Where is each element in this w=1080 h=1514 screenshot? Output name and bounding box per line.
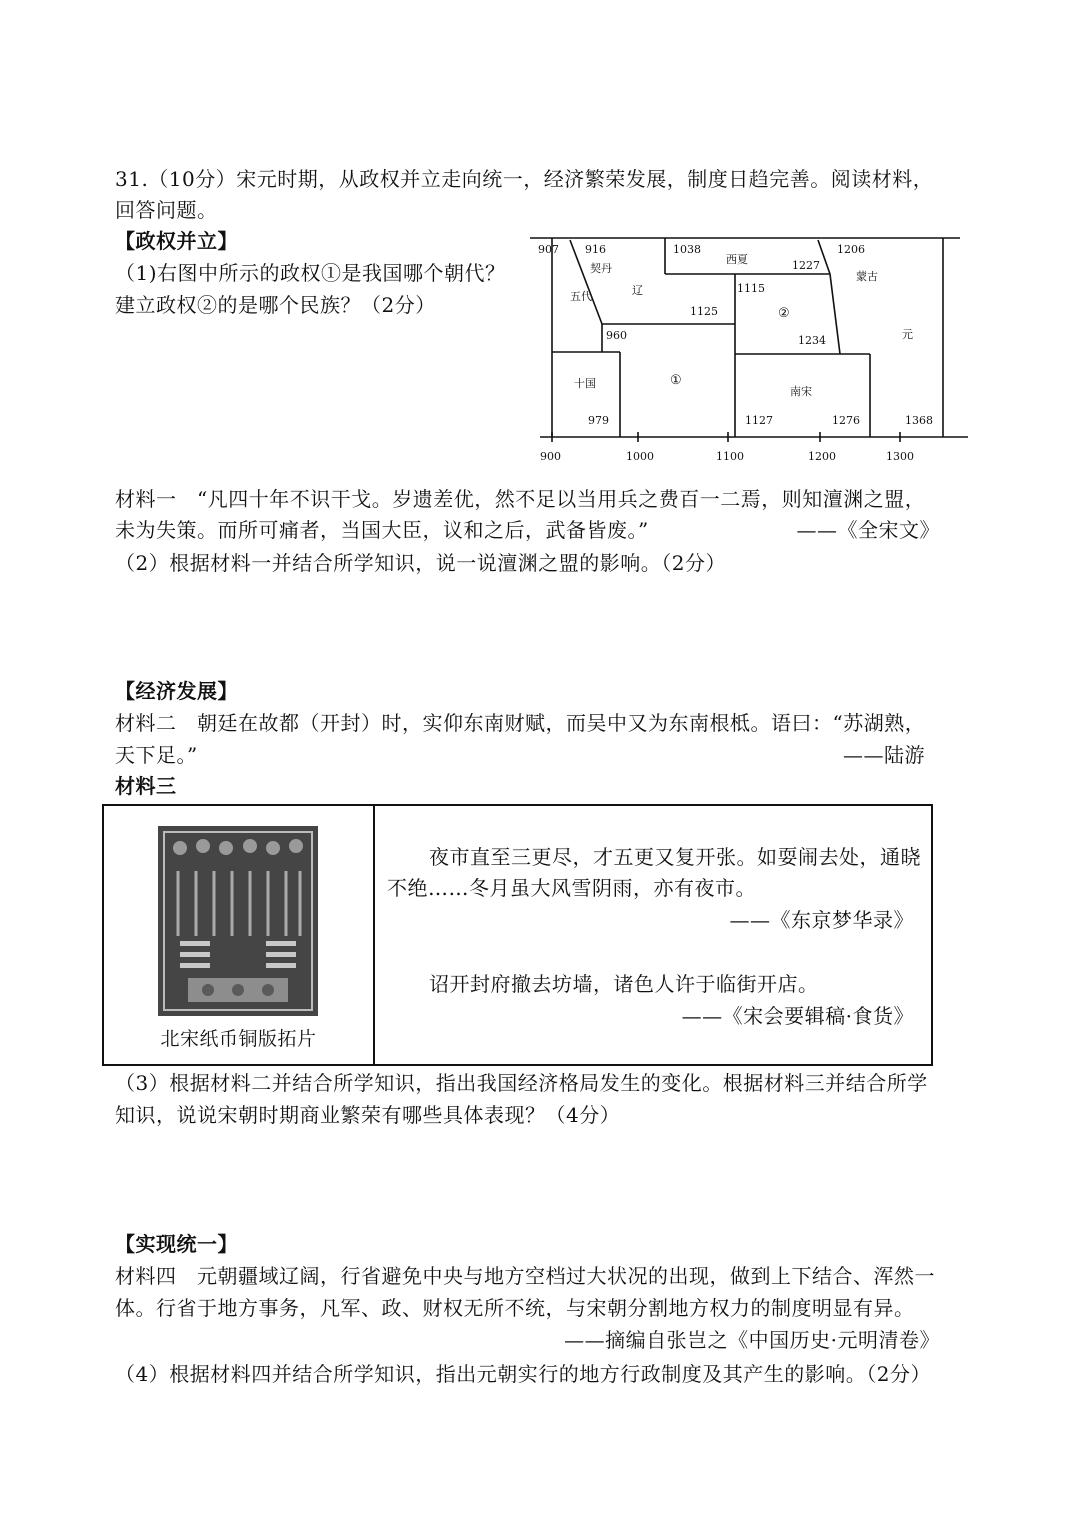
q4: （4）根据材料四并结合所学知识，指出元朝实行的地方行政制度及其产生的影响。（2分）: [115, 1362, 931, 1386]
region-label-five-dynasties: 五代: [570, 290, 592, 303]
x-tick-label: 1200: [808, 450, 836, 463]
year-label: 1115: [737, 282, 765, 295]
region-label-ten-kingdoms: 十国: [574, 377, 596, 390]
question-intro: 31.（10分）宋元时期，从政权并立走向统一，经济繁荣发展，制度日趋完善。阅读材料，: [115, 167, 934, 191]
material3-box: [102, 804, 933, 1066]
material2-line1: 材料二 朝廷在故都（开封）时，实仰东南财赋，而吴中又为东南根柢。语曰：“苏湖熟，: [115, 711, 926, 735]
year-label: 916: [585, 243, 606, 256]
region-label-southern-song: 南宋: [790, 385, 812, 398]
year-label: 1227: [792, 259, 820, 272]
section-title-regimes: 【政权并立】: [115, 229, 238, 253]
regime-timeline-diagram: [530, 232, 975, 467]
q3-line1: （3）根据材料二并结合所学知识，指出我国经济格局发生的变化。根据材料三并结合所学: [115, 1071, 928, 1095]
paper-money-rubbing-image: [158, 826, 318, 1016]
quote1-line1: 夜市直至三更尽，才五更又复开张。如耍闹去处，通晓: [429, 845, 921, 869]
section-title-economy: 【经济发展】: [115, 679, 238, 703]
q2: （2）根据材料一并结合所学知识，说一说澶渊之盟的影响。（2分）: [115, 551, 726, 575]
material4-line2: 体。行省于地方事务，凡军、政、财权无所不统，与宋朝分割地方权力的制度明显有异。: [115, 1296, 915, 1320]
quote2-source: ——《宋会要辑稿·食货》: [681, 1004, 914, 1028]
year-label: 979: [588, 414, 609, 427]
material3-label: 材料三: [115, 774, 177, 798]
material4-source: ——摘编自张岂之《中国历史·元明清卷》: [564, 1328, 940, 1352]
q1-line2: 建立政权②的是哪个民族？（2分）: [115, 293, 436, 317]
quote1-line2: 不绝……冬月虽大风雪阴雨，亦有夜市。: [387, 876, 756, 900]
year-label: 1234: [798, 334, 826, 347]
year-label: 1276: [832, 414, 860, 427]
x-tick-label: 1300: [886, 450, 914, 463]
material4-line1: 材料四 元朝疆域辽阔，行省避免中央与地方空档过大状况的出现，做到上下结合、浑然一: [115, 1264, 935, 1288]
material1-line1: 材料一 “凡四十年不识干戈。岁遗差优，然不足以当用兵之费百一二焉，则知澶渊之盟，: [115, 487, 926, 511]
x-tick-label: 900: [540, 450, 561, 463]
year-label: 1038: [673, 243, 701, 256]
year-label: 960: [606, 329, 627, 342]
region-label-yuan: 元: [902, 328, 913, 341]
material1-source: ——《全宋文》: [796, 518, 940, 542]
year-label: 1206: [837, 243, 865, 256]
region-label-2: ②: [778, 306, 790, 321]
region-label-mongol: 蒙古: [856, 270, 878, 283]
year-label: 907: [538, 243, 559, 256]
quote1-source: ——《东京梦华录》: [729, 908, 914, 932]
year-label: 1127: [745, 414, 773, 427]
section-title-unification: 【实现统一】: [115, 1232, 238, 1256]
box-divider: [373, 806, 375, 1064]
material2-line2: 天下足。”: [115, 743, 198, 767]
question-intro-line2: 回答问题。: [115, 198, 218, 222]
material1-line2: 未为失策。而所可痛者，当国大臣，议和之后，武备皆废。”: [115, 518, 649, 542]
region-label-1: ①: [670, 373, 682, 388]
region-label-khitan: 契丹: [590, 262, 612, 275]
quote2: 诏开封府撤去坊墙，诸色人许于临街开店。: [429, 972, 819, 996]
q3-line2: 知识，说说宋朝时期商业繁荣有哪些具体表现？（4分）: [115, 1103, 621, 1127]
x-tick-label: 1100: [716, 450, 744, 463]
image-caption: 北宋纸币铜版拓片: [160, 1028, 317, 1050]
year-label: 1125: [690, 305, 718, 318]
x-tick-label: 1000: [626, 450, 654, 463]
q1-line1: （1)右图中所示的政权①是我国哪个朝代？: [115, 261, 506, 285]
region-label-xixia: 西夏: [726, 253, 748, 266]
year-label: 1368: [905, 414, 933, 427]
region-label-liao: 辽: [632, 284, 643, 297]
material2-source: ——陆游: [843, 743, 925, 767]
